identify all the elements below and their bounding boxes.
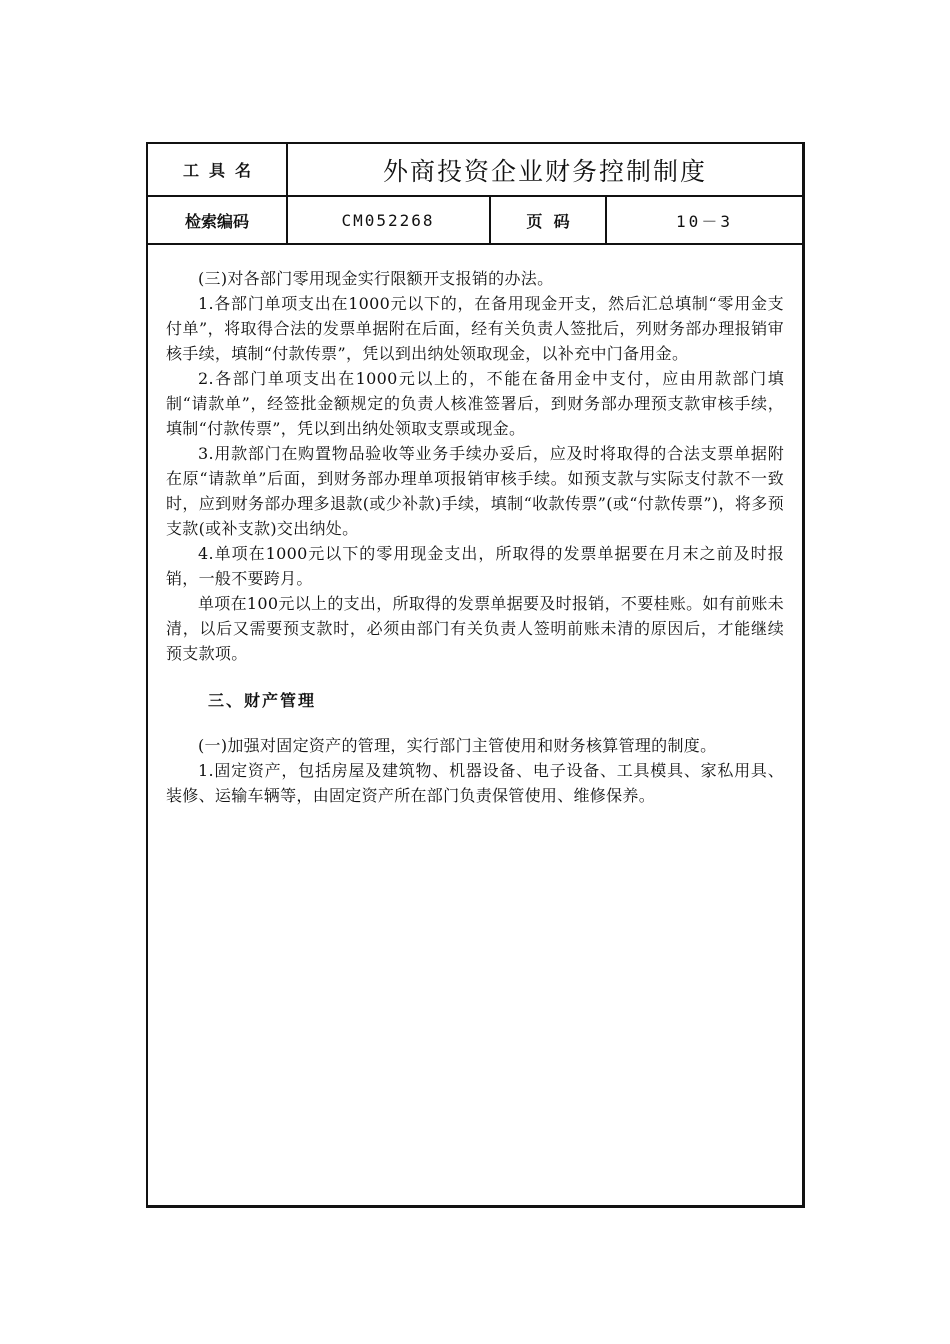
body-paragraph: 1.固定资产，包括房屋及建筑物、机器设备、电子设备、工具模具、家私用具、装修、运输车辆等，由固定资产所在部门负责保管使用、维修保养。: [166, 761, 784, 805]
body-paragraph: 单项在100元以上的支出，所取得的发票单据要及时报销，不要桂账。如有前账未清，以后又需要预支款时，必须由部门有关负责人签明前账未清的原因后，才能继续预支款项。: [166, 594, 784, 663]
page-label-cell: [491, 197, 605, 243]
index-code-value-cell: [288, 197, 488, 243]
body-paragraph: 1.各部门单项支出在1000元以下的，在备用现金开支，然后汇总填制“零用金支付单”，将取得合法的发票单据附在后面，经有关负责人签批后，列财务部办理报销审核手续，填制“付款传票”，凭以到出纳处领取现金，以补充中门备用金。: [166, 294, 784, 363]
page-number: 10－3: [676, 211, 733, 231]
header-title-row: [148, 144, 802, 197]
section-heading: 三、财产管理: [208, 691, 317, 710]
body-paragraph: 3.用款部门在购置物品验收等业务手续办妥后，应及时将取得的合法支票单据附在原“请款单”后面，到财务部办理单项报销审核手续。如预支款与实际支付款不一致时，应到财务部办理多退款(或少补款)手续，填制“收款传票”(或“付款传票”)，将多预支款(或补支款)交出纳处。: [166, 444, 784, 538]
tool-name-label: 工具名: [182, 161, 261, 180]
index-code-value: CM052268: [341, 210, 435, 230]
header-meta-row: [148, 197, 802, 245]
page-label: 页 码: [526, 211, 570, 231]
document-title: 外商投资企业财务控制制度: [382, 156, 707, 186]
body-paragraph: (三)对各部门零用现金实行限额开支报销的办法。: [198, 269, 554, 288]
body-paragraph: 2.各部门单项支出在1000元以上的，不能在备用金中支付，应由用款部门填制“请款单”，经签批金额规定的负责人核准签署后，到财务部办理预支款审核手续，填制“付款传票”，凭以到出纳处领取支票或现金。: [166, 369, 784, 438]
index-code-label-cell: [148, 197, 286, 243]
document-body: [166, 266, 784, 808]
index-code-label: 检索编码: [184, 211, 249, 231]
document-title-cell: [288, 144, 802, 195]
body-paragraph: (一)加强对固定资产的管理，实行部门主管使用和财务核算管理的制度。: [198, 736, 717, 755]
tool-name-label-cell: [148, 144, 286, 195]
body-paragraph: 4.单项在1000元以下的零用现金支出，所取得的发票单据要在月末之前及时报销，一般不要跨月。: [166, 544, 784, 588]
page-number-cell: [607, 197, 802, 243]
